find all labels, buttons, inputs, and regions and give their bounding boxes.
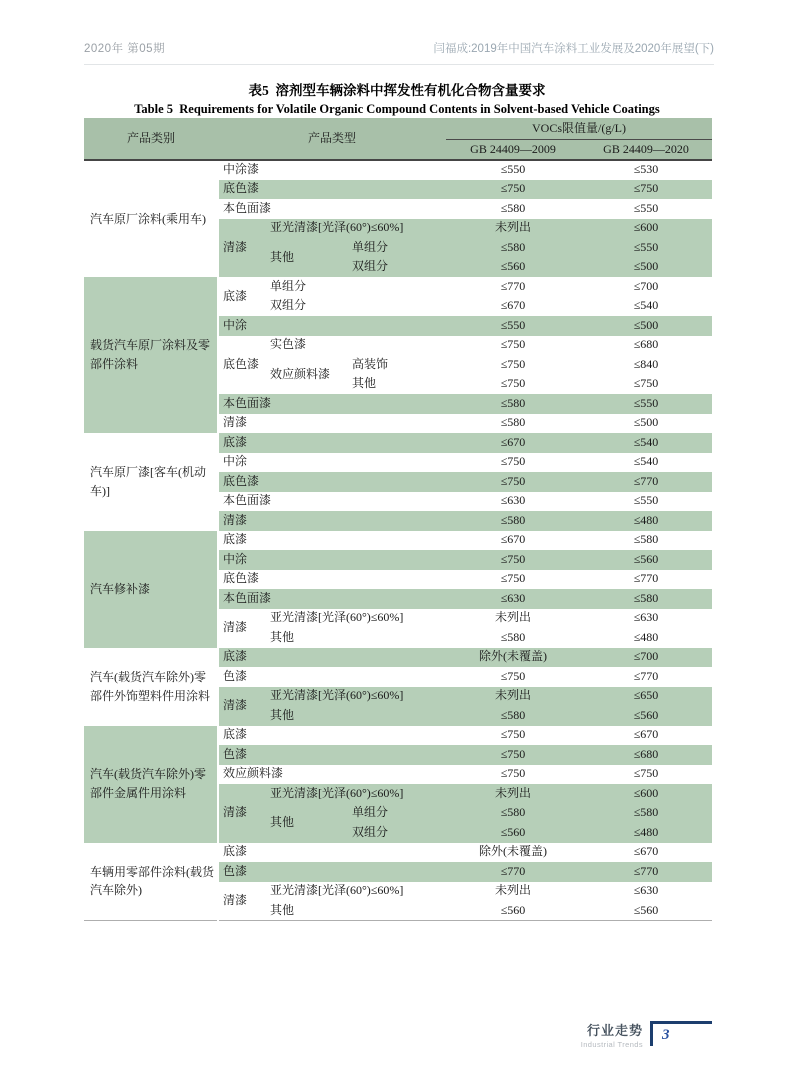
category-cell: 汽车(载货汽车除外)零部件外饰塑料件用涂料 bbox=[84, 648, 218, 726]
table-row bbox=[84, 726, 712, 746]
value-cell: ≤750 bbox=[446, 726, 580, 746]
value-cell: ≤550 bbox=[446, 316, 580, 336]
table-row bbox=[84, 433, 712, 453]
value-cell: ≤550 bbox=[580, 238, 712, 258]
type-cell: 色漆 bbox=[218, 862, 446, 882]
value-cell: 除外(未覆盖) bbox=[446, 843, 580, 863]
table-header-row bbox=[84, 118, 712, 139]
header-gb2020: GB 24409—2020 bbox=[580, 139, 712, 160]
value-cell: ≤750 bbox=[446, 355, 580, 375]
page-footer bbox=[581, 1020, 712, 1049]
value-cell: ≤770 bbox=[446, 862, 580, 882]
value-cell: ≤500 bbox=[580, 316, 712, 336]
footer-section bbox=[581, 1020, 643, 1049]
type-cell: 中涂 bbox=[218, 316, 446, 336]
value-cell: ≤750 bbox=[446, 375, 580, 395]
value-cell: ≤480 bbox=[580, 823, 712, 843]
type-cell: 底色漆 bbox=[218, 570, 446, 590]
value-cell: ≤550 bbox=[580, 492, 712, 512]
type-cell: 中涂漆 bbox=[218, 160, 446, 180]
page-number: 3 bbox=[662, 1026, 670, 1043]
table-row bbox=[84, 277, 712, 297]
value-cell: ≤540 bbox=[580, 433, 712, 453]
category-cell: 汽车(载货汽车除外)零部件金属件用涂料 bbox=[84, 726, 218, 843]
value-cell: ≤680 bbox=[580, 745, 712, 765]
type-cell: 本色面漆 bbox=[218, 492, 446, 512]
value-cell: ≤630 bbox=[580, 882, 712, 902]
type-cell: 清漆 bbox=[218, 687, 266, 726]
type-cell: 本色面漆 bbox=[218, 589, 446, 609]
type-cell: 亚光清漆[光泽(60°)≤60%] bbox=[266, 219, 446, 239]
value-cell: 未列出 bbox=[446, 219, 580, 239]
value-cell: ≤540 bbox=[580, 297, 712, 317]
value-cell: 未列出 bbox=[446, 784, 580, 804]
value-cell: ≤480 bbox=[580, 511, 712, 531]
category-cell: 载货汽车原厂涂料及零部件涂料 bbox=[84, 277, 218, 433]
type-cell: 亚光清漆[光泽(60°)≤60%] bbox=[266, 784, 446, 804]
value-cell: ≤750 bbox=[580, 375, 712, 395]
value-cell: ≤840 bbox=[580, 355, 712, 375]
value-cell: ≤500 bbox=[580, 414, 712, 434]
value-cell: ≤630 bbox=[580, 609, 712, 629]
value-cell: ≤670 bbox=[446, 531, 580, 551]
type-cell: 底色漆 bbox=[218, 180, 446, 200]
table-row bbox=[84, 843, 712, 863]
value-cell: ≤750 bbox=[446, 550, 580, 570]
type-cell: 底漆 bbox=[218, 726, 446, 746]
running-title: 闫福成:2019年中国汽车涂料工业发展及2020年展望(下) bbox=[433, 43, 714, 55]
value-cell: ≤750 bbox=[446, 453, 580, 473]
value-cell: ≤750 bbox=[580, 765, 712, 785]
value-cell: ≤580 bbox=[446, 414, 580, 434]
type-cell: 单组分 bbox=[348, 238, 446, 258]
table-row bbox=[84, 531, 712, 551]
value-cell: ≤580 bbox=[446, 804, 580, 824]
value-cell: ≤600 bbox=[580, 219, 712, 239]
value-cell: ≤560 bbox=[446, 823, 580, 843]
value-cell: ≤670 bbox=[446, 433, 580, 453]
value-cell: ≤770 bbox=[580, 570, 712, 590]
value-cell: ≤500 bbox=[580, 258, 712, 278]
type-cell: 双组分 bbox=[348, 823, 446, 843]
table-row bbox=[84, 160, 712, 180]
type-cell: 清漆 bbox=[218, 511, 446, 531]
table-title-zh: 表5 溶剂型车辆涂料中挥发性有机化合物含量要求 bbox=[248, 83, 546, 98]
header-type: 产品类型 bbox=[218, 118, 446, 160]
value-cell: ≤700 bbox=[580, 277, 712, 297]
value-cell: ≤580 bbox=[580, 531, 712, 551]
type-cell: 底漆 bbox=[218, 843, 446, 863]
value-cell: ≤770 bbox=[580, 472, 712, 492]
value-cell: ≤530 bbox=[580, 160, 712, 180]
value-cell: ≤750 bbox=[446, 745, 580, 765]
value-cell: ≤480 bbox=[580, 628, 712, 648]
value-cell: ≤700 bbox=[580, 648, 712, 668]
category-cell: 汽车修补漆 bbox=[84, 531, 218, 648]
value-cell: ≤580 bbox=[446, 238, 580, 258]
value-cell: ≤750 bbox=[446, 765, 580, 785]
value-cell: 除外(未覆盖) bbox=[446, 648, 580, 668]
type-cell: 底色漆 bbox=[218, 472, 446, 492]
value-cell: ≤750 bbox=[446, 472, 580, 492]
type-cell: 亚光清漆[光泽(60°)≤60%] bbox=[266, 687, 446, 707]
value-cell: 未列出 bbox=[446, 882, 580, 902]
type-cell: 中涂 bbox=[218, 550, 446, 570]
footer-section-label-en: Industrial Trends bbox=[580, 1040, 643, 1049]
value-cell: ≤600 bbox=[580, 784, 712, 804]
type-cell: 底漆 bbox=[218, 531, 446, 551]
value-cell: ≤550 bbox=[580, 394, 712, 414]
value-cell: ≤560 bbox=[580, 901, 712, 921]
type-cell: 效应颜料漆 bbox=[218, 765, 446, 785]
header-category: 产品类别 bbox=[84, 118, 218, 160]
type-cell: 其他 bbox=[348, 375, 446, 395]
value-cell: ≤650 bbox=[580, 687, 712, 707]
value-cell: ≤750 bbox=[446, 667, 580, 687]
type-cell: 单组分 bbox=[348, 804, 446, 824]
value-cell: ≤550 bbox=[446, 160, 580, 180]
value-cell: ≤680 bbox=[580, 336, 712, 356]
value-cell: ≤580 bbox=[580, 804, 712, 824]
value-cell: ≤670 bbox=[580, 726, 712, 746]
value-cell: ≤580 bbox=[446, 199, 580, 219]
value-cell: 未列出 bbox=[446, 609, 580, 629]
type-cell: 底漆 bbox=[218, 648, 446, 668]
table-row bbox=[84, 648, 712, 668]
type-cell: 中涂 bbox=[218, 453, 446, 473]
type-cell: 其他 bbox=[266, 804, 348, 843]
value-cell: ≤770 bbox=[446, 277, 580, 297]
type-cell: 亚光清漆[光泽(60°)≤60%] bbox=[266, 609, 446, 629]
value-cell: ≤540 bbox=[580, 453, 712, 473]
type-cell: 效应颜料漆 bbox=[266, 355, 348, 394]
type-cell: 色漆 bbox=[218, 745, 446, 765]
value-cell: ≤750 bbox=[446, 180, 580, 200]
type-cell: 其他 bbox=[266, 238, 348, 277]
value-cell: ≤750 bbox=[446, 570, 580, 590]
value-cell: ≤550 bbox=[580, 199, 712, 219]
type-cell: 清漆 bbox=[218, 882, 266, 921]
value-cell: ≤670 bbox=[580, 843, 712, 863]
voc-limits-table bbox=[84, 118, 712, 921]
type-cell: 本色面漆 bbox=[218, 394, 446, 414]
value-cell: ≤560 bbox=[446, 258, 580, 278]
footer-section-label: 行业走势 bbox=[586, 1023, 643, 1038]
type-cell: 清漆 bbox=[218, 609, 266, 648]
category-cell: 车辆用零部件涂料(载货汽车除外) bbox=[84, 843, 218, 921]
type-cell: 清漆 bbox=[218, 414, 446, 434]
type-cell: 色漆 bbox=[218, 667, 446, 687]
value-cell: ≤580 bbox=[446, 628, 580, 648]
value-cell: ≤750 bbox=[580, 180, 712, 200]
type-cell: 亚光清漆[光泽(60°)≤60%] bbox=[266, 882, 446, 902]
value-cell: ≤580 bbox=[580, 589, 712, 609]
value-cell: ≤560 bbox=[580, 550, 712, 570]
type-cell: 双组分 bbox=[266, 297, 446, 317]
page-number-box bbox=[650, 1021, 712, 1046]
type-cell: 底漆 bbox=[218, 433, 446, 453]
value-cell: ≤580 bbox=[446, 706, 580, 726]
value-cell: ≤750 bbox=[446, 336, 580, 356]
value-cell: ≤630 bbox=[446, 492, 580, 512]
value-cell: ≤580 bbox=[446, 511, 580, 531]
header-voc-group: VOCs限值量/(g/L) bbox=[446, 118, 712, 139]
type-cell: 本色面漆 bbox=[218, 199, 446, 219]
type-cell: 其他 bbox=[266, 901, 446, 921]
type-cell: 实色漆 bbox=[266, 336, 446, 356]
value-cell: ≤770 bbox=[580, 862, 712, 882]
type-cell: 高装饰 bbox=[348, 355, 446, 375]
type-cell: 底色漆 bbox=[218, 336, 266, 395]
category-cell: 汽车原厂涂料(乘用车) bbox=[84, 160, 218, 277]
value-cell: ≤560 bbox=[580, 706, 712, 726]
issue-label: 2020年 第05期 bbox=[84, 43, 166, 55]
table-title-en: Table 5 Requirements for Volatile Organic Compound Contents in Solvent-based Vehicle Coatings bbox=[134, 102, 660, 116]
type-cell: 底漆 bbox=[218, 277, 266, 316]
value-cell: 未列出 bbox=[446, 687, 580, 707]
type-cell: 其他 bbox=[266, 706, 446, 726]
value-cell: ≤770 bbox=[580, 667, 712, 687]
value-cell: ≤630 bbox=[446, 589, 580, 609]
table-caption bbox=[0, 79, 794, 117]
type-cell: 清漆 bbox=[218, 219, 266, 278]
type-cell: 单组分 bbox=[266, 277, 446, 297]
header-gb2009: GB 24409—2009 bbox=[446, 139, 580, 160]
type-cell: 双组分 bbox=[348, 258, 446, 278]
page-header bbox=[84, 40, 714, 65]
type-cell: 清漆 bbox=[218, 784, 266, 843]
value-cell: ≤670 bbox=[446, 297, 580, 317]
type-cell: 其他 bbox=[266, 628, 446, 648]
category-cell: 汽车原厂漆[客车(机动车)] bbox=[84, 433, 218, 531]
value-cell: ≤580 bbox=[446, 394, 580, 414]
value-cell: ≤560 bbox=[446, 901, 580, 921]
